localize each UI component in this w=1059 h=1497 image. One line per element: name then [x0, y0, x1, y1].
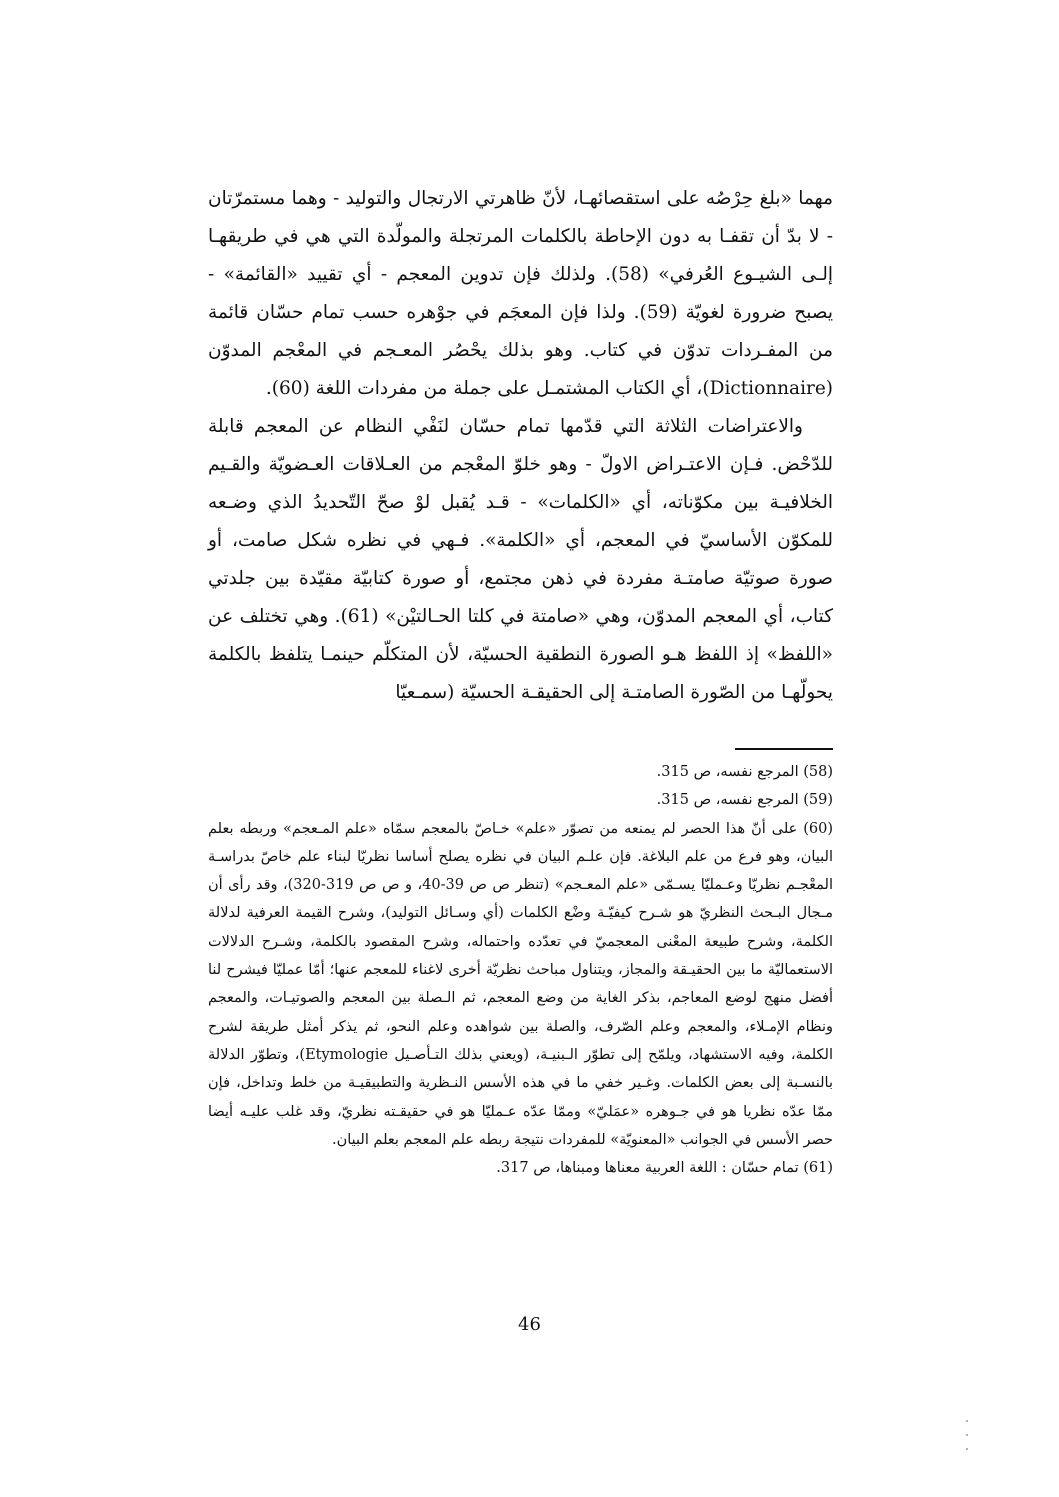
footnote-58: (58) المرجع نفسه، ص 315.: [656, 764, 833, 780]
paragraph-1: مهما «بلغ حِرْصُه على استقصائهـا، لأنّ ظاهرتي الارتجال والتوليد - وهما مستمرّتان - لا بدّ أن تقفـا به دون الإحاطة بالكلمات المرتجلة والمولّدة التي هي في طريقهـا إلـى الشيـوع العُرفي» (58). ولذلك فإن تدوين المعجم - أي تقييد «القائمة» - يصبح ضرورة لغويّة (59). ولذا فإن المعجَم في جوْهره حسب تمام حسّان قائمة من المفـردات تدوّن في كتاب. وهو بذلك يحْصُر المعـجم في المعْجم المدوّن (Dictionnaire)، أي الكتاب المشتمـل على جملة من مفردات اللغة (60).: [208, 188, 833, 399]
scan-dot: [966, 1448, 968, 1450]
page-number: 46: [518, 1314, 541, 1335]
scan-dot: [966, 1434, 968, 1436]
main-text: [208, 180, 833, 712]
footnote-separator: [735, 748, 833, 750]
paragraph-2: والاعتراضات الثلاثة التي قدّمها تمام حسّان لنَفْي النظام عن المعجم قابلة للدّحْض. فـإن الاعتـراض الاولّ - وهو خلوّ المعْجم من العـلاقات العـضويّة والقـيم الخلافيـة بين مكوّناته، أي «الكلمات» - قـد يُقبل لوْ صحّ التّحديدُ الذي وضـعه للمكوّن الأساسيّ في المعجم، أي «الكلمة». فـهي في نظره شكل صامت، أو صورة صوتيّة صامتـة مفردة في ذهن مجتمع، أو صورة كتابيّة مقيّدة بين جلدتي كتاب، أي المعجم المدوّن، وهي «صامتة في كلتا الحـالتيْن» (61). وهي تختلف عن «اللفظ» إذ اللفظ هـو الصورة النطقية الحسيّة، لأن المتكلّم حينمـا يتلفظ بالكلمة يحولّهـا من الصّورة الصامتـة إلى الحقيقـة الحسيّة (سمـعيّا: [208, 416, 834, 703]
footnote-59: (59) المرجع نفسه، ص 315.: [656, 792, 833, 809]
scan-edge-marks: [966, 1420, 969, 1450]
footnote-60: (60) على أنّ هذا الحصر لم يمنعه من تصوّر «علم» خـاصّ بالمعجم سمّاه «علم المـعجم» وربطه بعلم البيان، وهو فرع من علم البلاغة. فإن علـم البيان في نظره يصلح أساسا نظريّا لبناء علم خاصّ بدراسـة المعْجـم نظريّا وعـمليّا يسـمّى «علم المعـجم» (تنظر ص ص 39-40، و ص ص 319-320)، وقد رأى أن مـجال البـحث النظريّ هو شـرح كيفيّـة وضْع الكلمات (أي وسـائل التوليد)، وشرح القيمة العرفية لدلالة الكلمة، وشرح طبيعة المعْنى المعجميّ في تعدّده واحتماله، وشرح المقصود بالكلمة، وشـرح الدلالات الاستعماليّة ما بين الحقيـقة والمجاز، ويتناول مباحث نظريّة أخرى لاغناء للمعجم عنها؛ أمّا عمليّا فيشرح لنا أفضل منهج لوضع المعاجم، بذكر الغاية من وضع المعجم، ثم الـصلة بين المعجم والصوتيـات، والمعجم ونظام الإمـلاء، والمعجم وعلم الصّرف، والصلة بين شواهده وعلم النحو، ثم يذكر أمثل طريقة لشرح الكلمة، وفيه الاستشهاد، ويلمّح إلى تطوّر الـبنيـة، (ويعني بذلك التـأصـيل Etymologie)، وتطوّر الدلالة بالنسـبة إلى بعض الكلمات. وغـير خفي ما في هذه الأسس النـظرية والتطبيقيـة من خلط وتداخل، فإن ممّا عدّه نظريا هو في جـوهره «عمَليّ» وممّا عدّه عـمليّا هو في حقيقـته نظريّ، وقد غلب عليـه أيضا حصر الأسس في الجوانب «المعنويّة» للمفردات نتيجة ربطه علم المعجم بعلم البيان.: [208, 820, 833, 1148]
footnote-61: (61) تمام حسّان : اللغة العربية معناها ومبناها، ص 317.: [496, 1160, 833, 1177]
scan-dot: [966, 1420, 968, 1422]
footnotes: [208, 758, 833, 1182]
